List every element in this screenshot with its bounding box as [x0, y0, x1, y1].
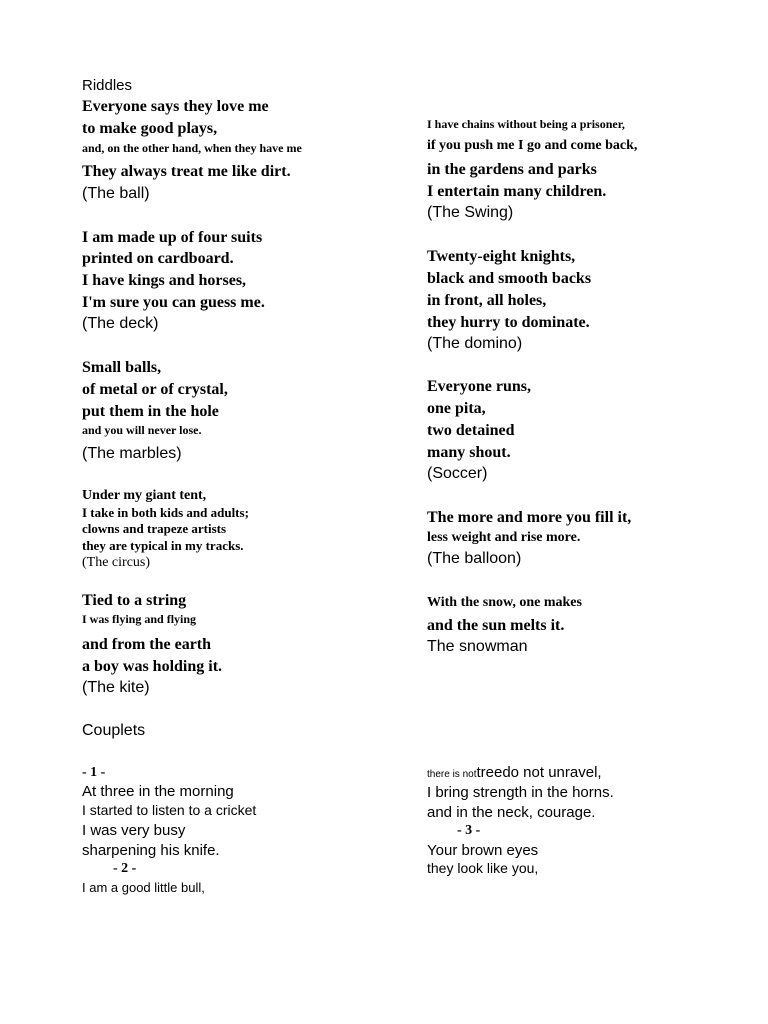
riddle-marbles-line-1: Small balls, — [82, 359, 162, 376]
couplet-1-number: - 1 - — [82, 765, 106, 780]
riddle-snowman-line-1: With the snow, one makes — [427, 595, 582, 610]
riddle-ball-line-2: to make good plays, — [82, 120, 218, 137]
riddle-deck-line-4: I'm sure you can guess me. — [82, 294, 265, 311]
riddle-swing-line-1: I have chains without being a prisoner, — [427, 117, 625, 131]
riddle-snowman-line-2: and the sun melts it. — [427, 617, 565, 634]
couplet-1-line-3: I was very busy — [82, 822, 186, 839]
riddles-heading: Riddles — [82, 77, 133, 94]
riddle-kite-line-2: I was flying and flying — [82, 612, 197, 626]
riddle-soccer-line-3: two detained — [427, 422, 515, 439]
riddle-swing-line-4: I entertain many children. — [427, 183, 607, 200]
couplet-2-cont-line-3: and in the neck, courage. — [427, 804, 596, 821]
couplet-2-cont-line-1 — [427, 765, 602, 781]
couplet-2-line-1: I am a good little bull, — [82, 880, 205, 895]
riddle-deck-answer: (The deck) — [82, 315, 159, 332]
riddle-soccer-line-1: Everyone runs, — [427, 378, 531, 395]
couplet-3-line-1: Your brown eyes — [427, 842, 539, 859]
riddle-soccer-line-2: one pita, — [427, 400, 486, 417]
riddle-ball-line-1: Everyone says they love me — [82, 98, 269, 115]
riddle-domino-line-3: in front, all holes, — [427, 292, 547, 309]
riddle-swing-answer: (The Swing) — [427, 204, 514, 221]
riddle-domino-line-2: black and smooth backs — [427, 270, 592, 287]
couplet-2-small-prefix: there is not — [427, 769, 477, 780]
riddle-kite-line-4: a boy was holding it. — [82, 658, 223, 675]
riddle-circus-answer: (The circus) — [82, 555, 151, 570]
riddle-marbles-answer: (The marbles) — [82, 445, 182, 462]
riddle-deck-line-3: I have kings and horses, — [82, 272, 247, 289]
riddle-ball-line-3: and, on the other hand, when they have me — [82, 141, 302, 155]
couplet-3-line-2: they look like you, — [427, 860, 539, 876]
riddle-swing-line-3: in the gardens and parks — [427, 161, 597, 178]
riddle-circus-line-2: I take in both kids and adults; — [82, 505, 249, 520]
couplet-2-cont-line-2: I bring strength in the horns. — [427, 784, 614, 801]
couplet-2-number: - 2 - — [113, 861, 137, 876]
riddle-circus-line-1: Under my giant tent, — [82, 488, 207, 503]
riddle-snowman-answer: The snowman — [427, 638, 528, 655]
riddle-domino-line-4: they hurry to dominate. — [427, 314, 590, 331]
riddle-kite-line-1: Tied to a string — [82, 592, 187, 609]
couplet-1-line-1: At three in the morning — [82, 783, 234, 800]
couplets-heading: Couplets — [82, 722, 146, 739]
riddle-marbles-line-2: of metal or of crystal, — [82, 381, 228, 398]
riddle-domino-line-1: Twenty-eight knights, — [427, 248, 576, 265]
riddle-soccer-line-4: many shout. — [427, 444, 511, 461]
riddle-balloon-answer: (The balloon) — [427, 550, 522, 567]
couplet-2-first-line-rest: treedo not unravel, — [476, 764, 602, 781]
couplet-1-line-4: sharpening his knife. — [82, 842, 220, 859]
riddle-ball-answer: (The ball) — [82, 185, 150, 202]
riddle-deck-line-1: I am made up of four suits — [82, 229, 263, 246]
riddle-balloon-line-2: less weight and rise more. — [427, 530, 581, 545]
riddle-balloon-line-1: The more and more you fill it, — [427, 509, 632, 526]
couplet-1-line-2: I started to listen to a cricket — [82, 802, 257, 818]
riddle-circus-line-3: clowns and trapeze artists — [82, 521, 227, 536]
riddle-marbles-line-4: and you will never lose. — [82, 423, 202, 437]
riddle-kite-answer: (The kite) — [82, 679, 150, 696]
couplet-3-number: - 3 - — [457, 823, 481, 838]
riddle-domino-answer: (The domino) — [427, 335, 523, 352]
riddle-circus-line-4: they are typical in my tracks. — [82, 538, 244, 553]
riddle-deck-line-2: printed on cardboard. — [82, 250, 234, 267]
riddle-ball-line-4: They always treat me like dirt. — [82, 163, 291, 180]
riddle-kite-line-3: and from the earth — [82, 636, 212, 653]
riddle-marbles-line-3: put them in the hole — [82, 403, 219, 420]
riddle-swing-line-2: if you push me I go and come back, — [427, 138, 638, 153]
riddle-soccer-answer: (Soccer) — [427, 465, 488, 482]
